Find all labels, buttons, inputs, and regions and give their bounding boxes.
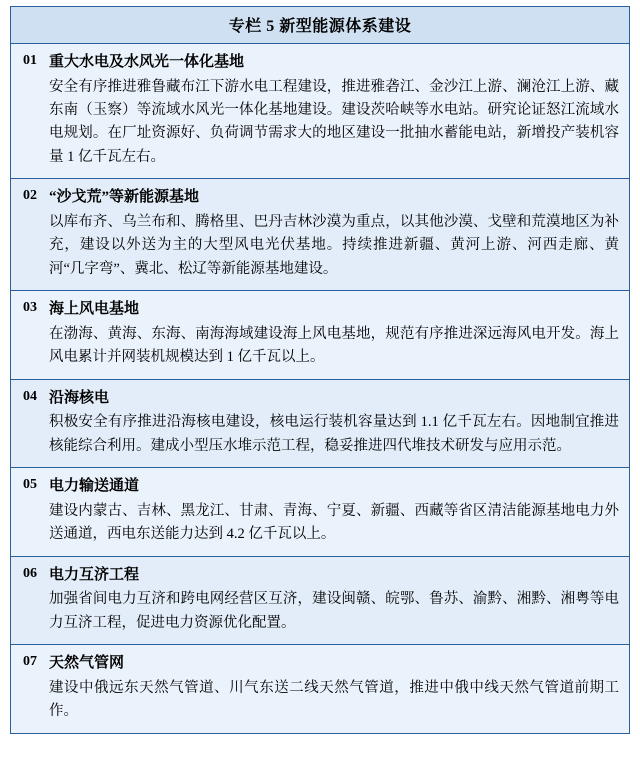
item-content xyxy=(49,380,629,467)
item-title: “沙戈荒”等新能源基地 xyxy=(49,189,200,206)
item-body: 以库布齐、乌兰布和、腾格里、巴丹吉林沙漠为重点，以其他沙漠、戈壁和荒漠地区为补充，建设以外送为主的大型风电光伏基地。持续推进新疆、黄河上游、河西走廊、黄河“几字弯”、冀北、松辽等新能源基地建设。 xyxy=(49,213,619,277)
item-number: 03 xyxy=(23,300,37,316)
item-content xyxy=(49,291,629,378)
item-number: 02 xyxy=(23,188,37,204)
item-body: 在渤海、黄海、东海、南海海域建设海上风电基地，规范有序推进深远海风电开发。海上风电累计并网装机规模达到 1 亿千瓦以上。 xyxy=(49,325,619,366)
item-number: 01 xyxy=(23,53,37,68)
item-number: 06 xyxy=(23,565,37,581)
list-item xyxy=(11,291,629,379)
item-content xyxy=(49,468,629,555)
item-number: 07 xyxy=(23,654,37,670)
list-item xyxy=(11,557,629,645)
list-item xyxy=(11,645,629,732)
item-body: 安全有序推进雅鲁藏布江下游水电工程建设，推进雅砻江、金沙江上游、澜沧江上游、藏东南（玉察）等流域水风光一体化基地建设。建设茨哈峡等水电站。研究论证怒江流域水电规划。在厂址资源好、负荷调节需求大的地区建设一批抽水蓄能电站，新增投产装机容量 1 亿千瓦左右。 xyxy=(49,78,619,165)
item-number: 04 xyxy=(23,388,37,404)
special-column-box xyxy=(10,6,630,734)
item-content xyxy=(49,557,629,644)
item-body: 积极安全有序推进沿海核电建设，核电运行装机容量达到 1.1 亿千瓦左右。因地制宜推进核能综合利用。建成小型压水堆示范工程，稳妥推进四代堆技术研发与应用示范。 xyxy=(49,414,619,454)
item-number: 05 xyxy=(23,477,37,493)
item-title: 电力互济工程 xyxy=(49,566,140,583)
item-title: 天然气管网 xyxy=(49,655,125,672)
item-body: 加强省间电力互济和跨电网经营区互济，建设闽赣、皖鄂、鲁苏、渝黔、湘黔、湘粤等电力互济工程，促进电力资源优化配置。 xyxy=(49,591,619,631)
item-body: 建设内蒙古、吉林、黑龙江、甘肃、青海、宁夏、新疆、西藏等省区清洁能源基地电力外送通道，西电东送能力达到 4.2 亿千瓦以上。 xyxy=(49,502,619,543)
list-item xyxy=(11,468,629,556)
item-title: 电力输送通道 xyxy=(49,478,140,495)
box-title: 专栏 5 新型能源体系建设 xyxy=(11,7,629,44)
item-title: 海上风电基地 xyxy=(49,301,140,318)
item-body: 建设中俄远东天然气管道、川气东送二线天然气管道，推进中俄中线天然气管道前期工作。 xyxy=(49,679,619,720)
item-title: 重大水电及水风光一体化基地 xyxy=(49,54,245,70)
item-title: 沿海核电 xyxy=(49,389,110,406)
item-content xyxy=(49,44,629,178)
list-item xyxy=(11,44,629,179)
item-content xyxy=(49,179,629,290)
list-item xyxy=(11,380,629,468)
list-item xyxy=(11,179,629,291)
item-content xyxy=(49,645,629,732)
